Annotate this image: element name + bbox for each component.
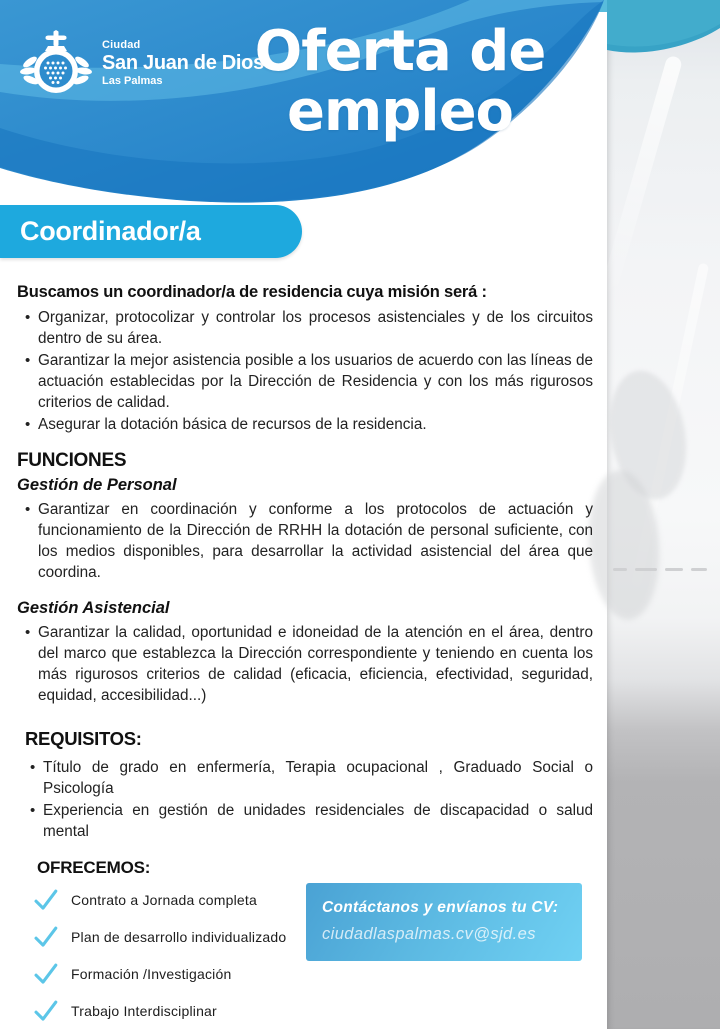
- list-item: [25, 350, 593, 413]
- position-banner-label: Coordinador/a: [20, 216, 201, 246]
- gestion-asistencial-title: Gestión Asistencial: [17, 599, 170, 617]
- list-item: [25, 414, 593, 435]
- contact-box: [306, 883, 582, 961]
- brand-city: Ciudad: [102, 39, 141, 51]
- gestion-personal-list: [15, 499, 593, 583]
- check-icon: [32, 962, 60, 987]
- check-item: [33, 999, 593, 1023]
- handwriting-marks: [613, 568, 717, 571]
- ofrecemos-heading: OFRECEMOS:: [37, 858, 151, 877]
- page-title-line1: Oferta de: [254, 19, 546, 84]
- list-item: [30, 800, 593, 842]
- position-banner: [0, 205, 302, 258]
- requisitos-heading: REQUISITOS:: [25, 728, 142, 749]
- brand-region: Las Palmas: [102, 75, 163, 87]
- list-item-text: • Garantizar la calidad, oportunidad e idoneidad de la atención en el área, dentro del marco que establezca la Dirección correspondiente y teniendo en cuenta los más rigurosos criterios de calidad (eficacia, eficiencia, efectividad, seguridad, equidad, accesibilidad...): [38, 624, 593, 704]
- check-item: [33, 962, 593, 986]
- gestion-personal-title: Gestión de Personal: [17, 476, 177, 494]
- check-icon: [32, 888, 60, 913]
- list-item: [25, 622, 593, 706]
- teal-band-decoration: [607, 0, 720, 60]
- side-photo: [607, 0, 720, 1029]
- list-item: [30, 757, 593, 799]
- pomegranate-cross-icon: [20, 30, 92, 98]
- page-title-line2: empleo: [286, 79, 514, 144]
- list-item: [25, 499, 593, 583]
- intro-heading: Buscamos un coordinador/a de residencia cuya misión será :: [17, 283, 487, 301]
- list-item-text: • Asegurar la dotación básica de recursos de la residencia.: [38, 416, 427, 433]
- list-item: [25, 307, 593, 349]
- check-icon: [32, 999, 60, 1024]
- requisitos-list: [15, 757, 593, 842]
- contact-cta: Contáctanos y envíanos tu CV:: [322, 899, 559, 916]
- list-item-text: • Experiencia en gestión de unidades residenciales de discapacidad o salud mental: [43, 802, 593, 840]
- list-item-text: • Organizar, protocolizar y controlar los procesos asistenciales y de los circuitos dentro de su área.: [38, 309, 593, 347]
- check-item-label: Formación /Investigación: [71, 966, 232, 982]
- list-item-text: • Título de grado en enfermería, Terapia ocupacional , Graduado Social o Psicología: [43, 759, 593, 797]
- contact-email: ciudadlaspalmas.cv@sjd.es: [322, 925, 536, 943]
- list-item-text: • Garantizar en coordinación y conforme a los protocolos de actuación y funcionamiento de la Dirección de RRHH la dotación de personal suficiente, con los medios disponibles, para desarrollar la actividad asistencial del área que coordina.: [38, 501, 593, 581]
- check-item-label: Trabajo Interdisciplinar: [71, 1003, 217, 1019]
- check-item-label: Plan de desarrollo individualizado: [71, 929, 287, 945]
- intro-bullet-list: [15, 307, 593, 435]
- gestion-asistencial-list: [15, 622, 593, 706]
- brand-name: San Juan de Dios: [102, 52, 264, 74]
- check-item-label: Contrato a Jornada completa: [71, 892, 257, 908]
- page-title: [205, 19, 595, 144]
- pen-highlight: [599, 55, 683, 300]
- funciones-heading: FUNCIONES: [17, 450, 127, 471]
- list-item-text: • Garantizar la mejor asistencia posible a los usuarios de acuerdo con las líneas de actuación establecidas por la Dirección de Residencia y con los más rigurosos criterios de calidad.: [38, 352, 593, 411]
- check-icon: [32, 925, 60, 950]
